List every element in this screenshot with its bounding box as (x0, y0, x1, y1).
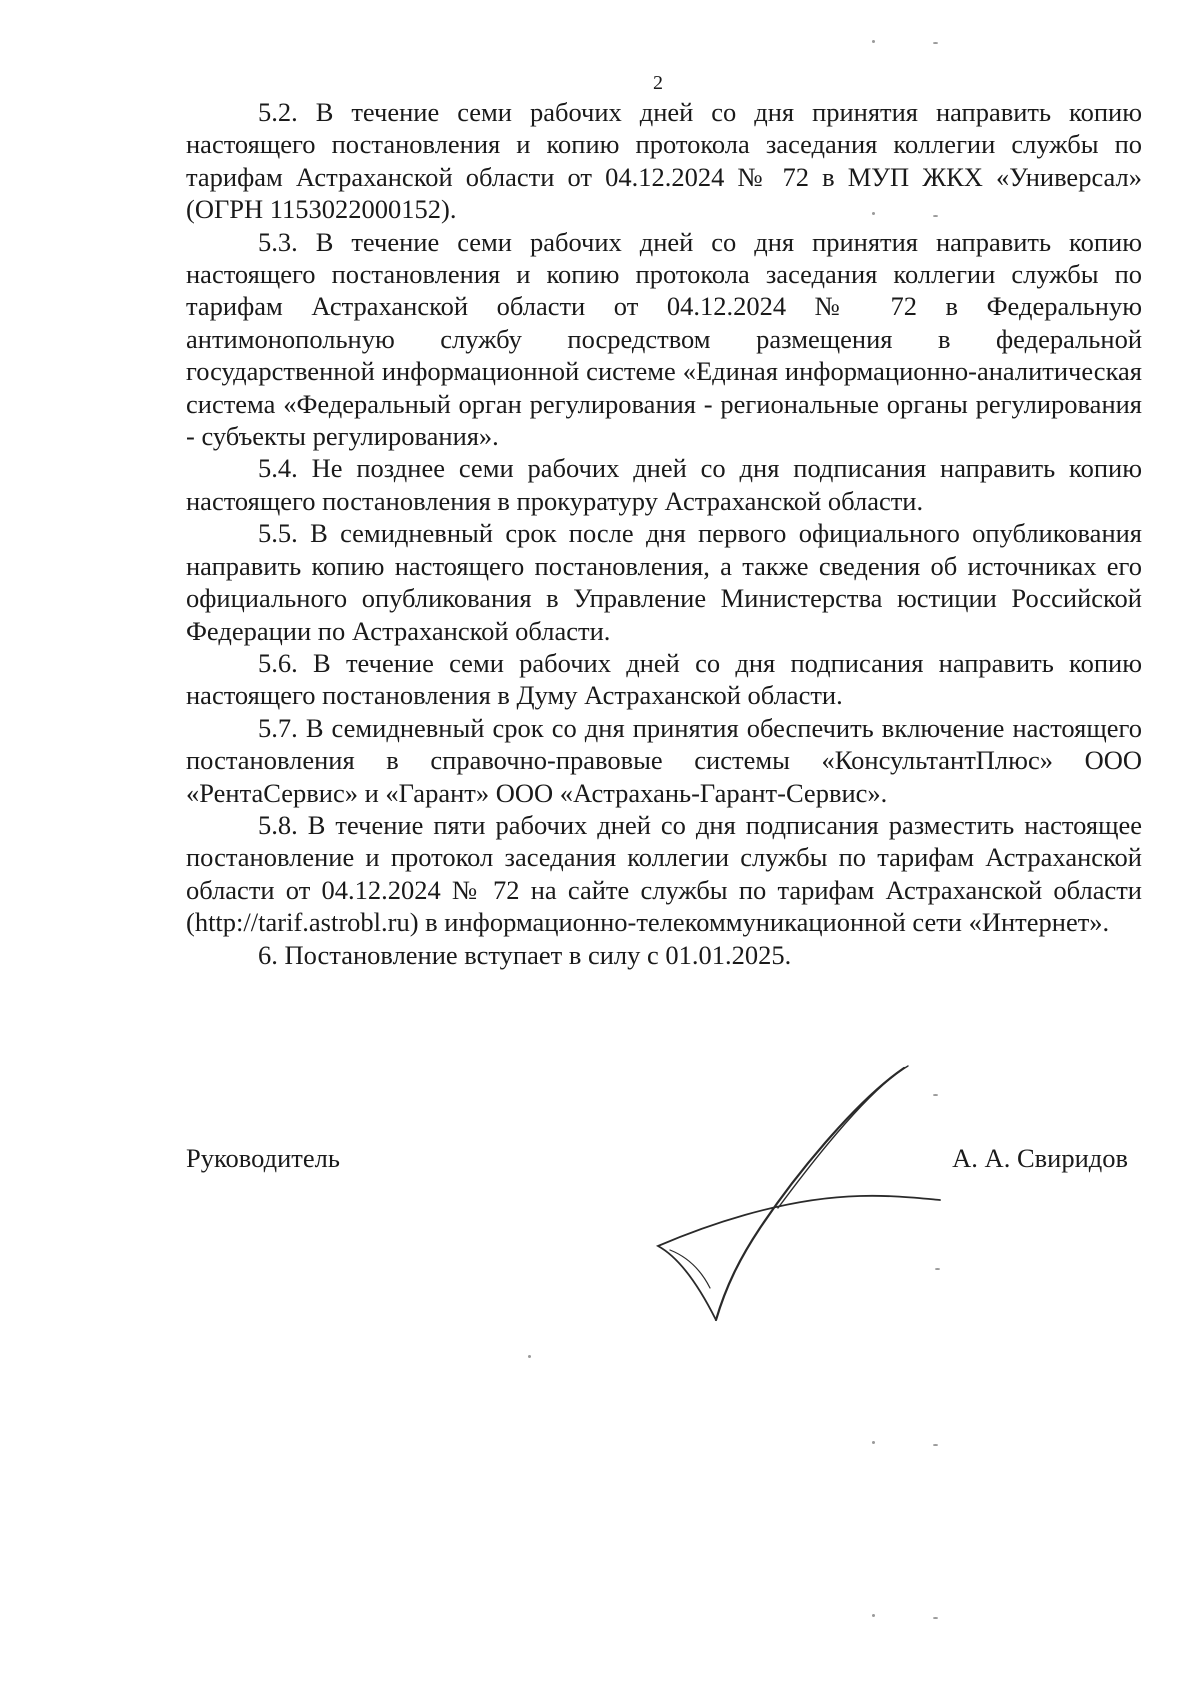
paragraph-5-2: 5.2. В течение семи рабочих дней со дня принятия направить копию настоящего постановления и копию протокола заседания коллегии службы по тарифам Астраханской области от 04.12.2024 № 72 в МУП ЖКХ «Универсал» (ОГРН 1153022000152). (186, 97, 1142, 225)
scan-speck (933, 1617, 938, 1619)
signatory-title: Руководитель (186, 1143, 340, 1173)
scan-speck (933, 215, 938, 217)
scan-speck (933, 1094, 938, 1096)
handwritten-signature (640, 1058, 960, 1328)
paragraph-6: 6. Постановление вступает в силу с 01.01.2025. (258, 939, 792, 970)
document-body (186, 96, 1142, 971)
scan-speck (872, 40, 875, 43)
scan-speck (933, 1444, 938, 1446)
paragraph-5-4: 5.4. Не позднее семи рабочих дней со дня подписания направить копию настоящего постановления в прокуратуру Астраханской области. (186, 453, 1142, 516)
scan-speck (872, 212, 875, 215)
paragraph-5-7: 5.7. В семидневный срок со дня принятия обеспечить включение настоящего постановления в справочно-правовые системы «КонсультантПлюс» ООО «РентаСервис» и «Гарант» ООО «Астрахань-Гарант-Сервис». (186, 712, 1142, 808)
scan-speck (528, 1355, 531, 1358)
scan-speck (935, 1268, 940, 1270)
paragraph-5-8: 5.8. В течение пяти рабочих дней со дня подписания разместить настоящее постановление и протокол заседания коллегии службы по тарифам Астраханской области от 04.12.2024 № 72 на сайте службы по тарифам Астраханской области (http://tarif.astrobl.ru) в информационно-телекоммуникационной сети «Интернет». (186, 809, 1142, 938)
signatory-name: А. А. Свиридов (952, 1143, 1128, 1173)
scan-speck (872, 1614, 875, 1617)
paragraph-5-3: 5.3. В течение семи рабочих дней со дня принятия направить копию настоящего постановления и копию протокола заседания коллегии службы по тарифам Астраханской области от 04.12.2024 № 72 в Федеральную антимонопольную службу посредством размещения в федеральной государственной информационной системе «Единая информационно-аналитическая система «Федеральный орган регулирования - региональные органы регулирования - субъекты регулирования». (186, 226, 1142, 452)
scan-speck (872, 1441, 875, 1444)
scan-speck (933, 42, 938, 44)
paragraph-5-5: 5.5. В семидневный срок после дня первого официального опубликования направить копию настоящего постановления, а также сведения об источниках его официального опубликования в Управление Министерства юстиции Российской Федерации по Астраханской области. (186, 518, 1142, 646)
paragraph-5-6: 5.6. В течение семи рабочих дней со дня подписания направить копию настоящего постановления в Думу Астраханской области. (186, 647, 1142, 711)
page-number: 2 (653, 72, 663, 94)
